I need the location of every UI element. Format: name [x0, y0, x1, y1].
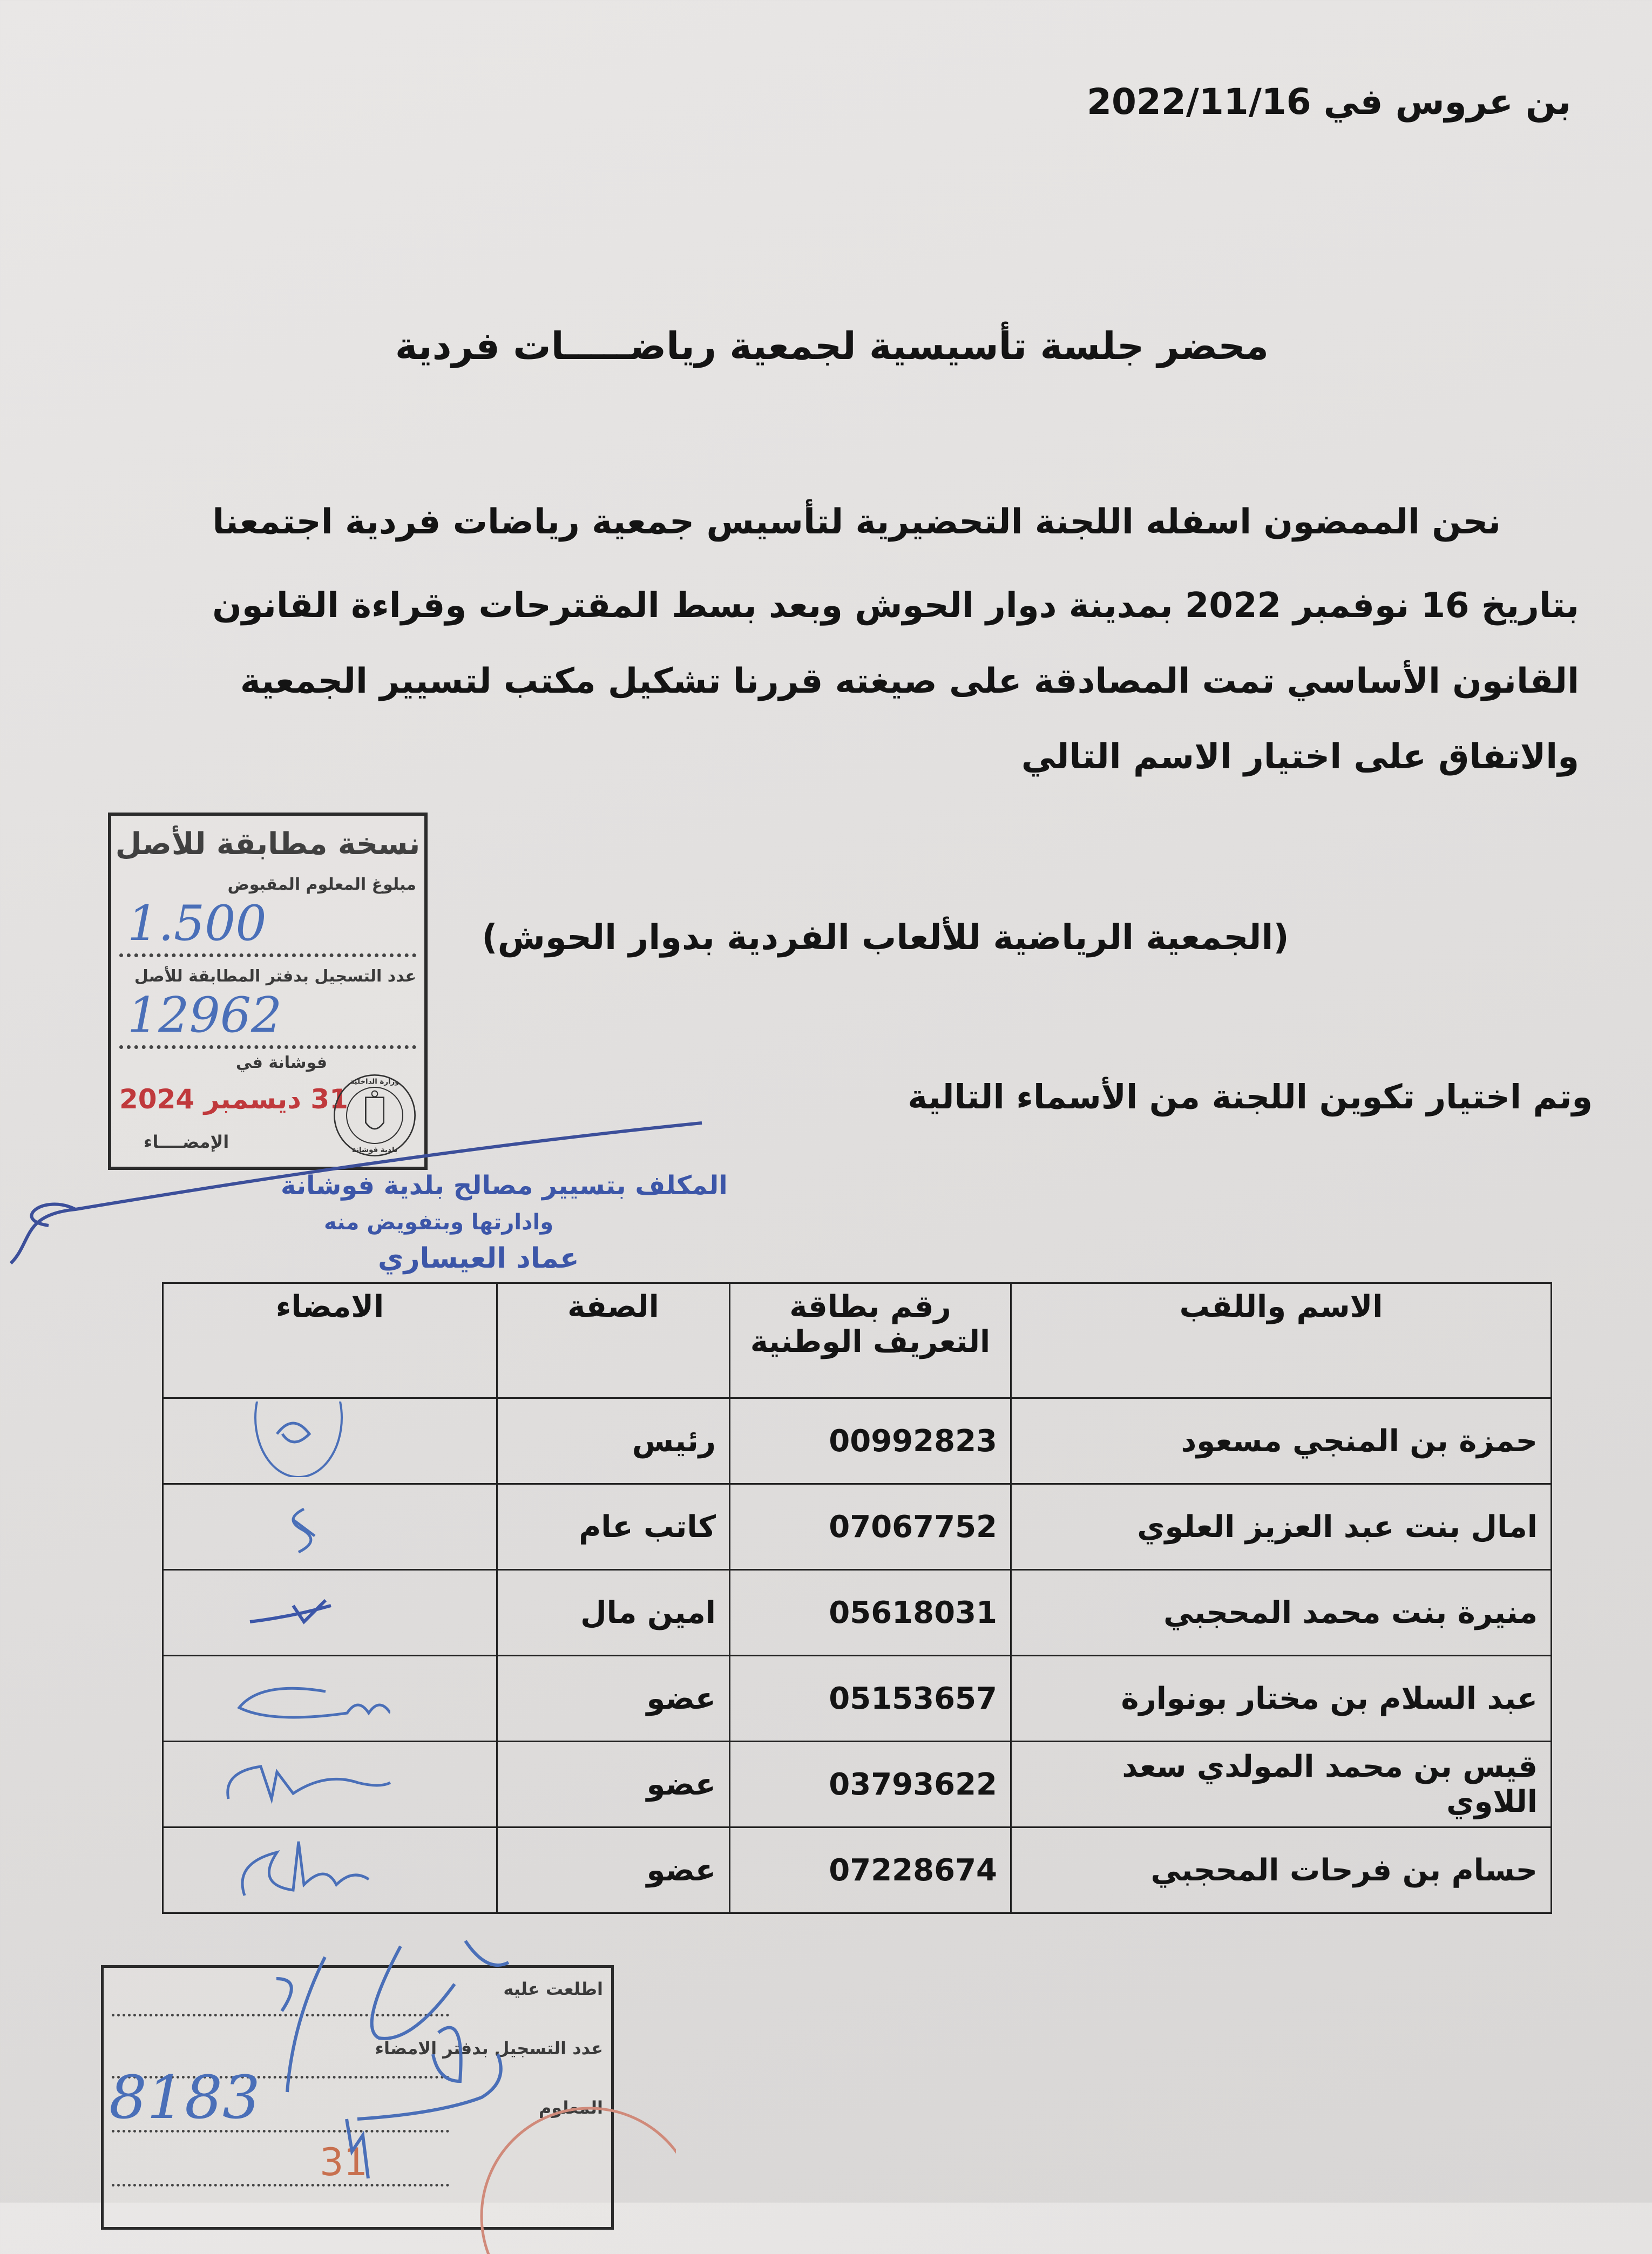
member-signature: [163, 1656, 497, 1742]
seal-top-text: وزارة الداخلية: [350, 1078, 400, 1086]
member-signature: [163, 1484, 497, 1570]
signature-icon: [196, 1402, 358, 1477]
certification-date: 31 ديسمبر 2024: [119, 1084, 348, 1115]
table-header-row: [163, 1283, 1552, 1398]
paragraph-line-4: والاتفاق على اختيار الاسم التالي: [1021, 737, 1579, 777]
member-id: 07067752: [730, 1484, 1011, 1570]
table-row: [163, 1484, 1552, 1570]
header-signature: الامضاء: [163, 1283, 497, 1398]
header-name: الاسم واللقب: [1011, 1283, 1552, 1398]
signature-icon: [196, 1487, 358, 1563]
paragraph-line-3: القانون الأساسي تمت المصادقة على صيغته قررنا تشكيل مكتب لتسيير الجمعية: [240, 661, 1579, 701]
committee-intro: وتم اختيار تكوين اللجنة من الأسماء التالية: [908, 1077, 1593, 1116]
bottom-stamp-label3: المعلوم: [538, 2097, 603, 2118]
signature-icon: [196, 1659, 390, 1735]
member-name: عبد السلام بن مختار بونوارة: [1011, 1656, 1552, 1742]
member-id: 00992823: [730, 1398, 1011, 1484]
bottom-registration-stamp: [101, 1965, 614, 2230]
member-id: 07228674: [730, 1827, 1011, 1913]
member-role: عضو: [497, 1656, 730, 1742]
stamp-heading: نسخة مطابقة للأصل: [115, 827, 421, 862]
official-stamp-line1: المكلف بتسيير مصالح بلدية فوشانة: [281, 1170, 728, 1201]
member-id: 05618031: [730, 1570, 1011, 1656]
bottom-stamp-label1: اطلعت عليه: [503, 1979, 603, 1999]
red-seal-icon: [460, 2092, 676, 2254]
fee-label: مبلوغ المعلوم المقبوض: [227, 875, 416, 894]
document-date: بن عروس في 2022/11/16: [1087, 81, 1571, 123]
table-row: [163, 1570, 1552, 1656]
member-name: قيس بن محمد المولدي سعد اللاوي: [1011, 1742, 1552, 1827]
bottom-stamp-label2: عدد التسجيل بدفتر الامضاء: [375, 2038, 603, 2059]
table-row: [163, 1656, 1552, 1742]
place-label: فوشانة في: [235, 1053, 327, 1072]
header-role: الصفة: [497, 1283, 730, 1398]
signature-icon: [196, 1831, 412, 1917]
register-label: عدد التسجيل بدفتر المطابقة للأصل: [134, 967, 416, 986]
member-role: عضو: [497, 1827, 730, 1913]
register-value: 12962: [127, 987, 282, 1044]
member-name: حمزة بن المنجي مسعود: [1011, 1398, 1552, 1484]
signature-icon: [196, 1573, 358, 1649]
member-role: عضو: [497, 1742, 730, 1827]
association-name: (الجمعية الرياضية للألعاب الفردية بدوار الحوش): [482, 918, 1289, 958]
official-stamp-line3: عماد العيساري: [378, 1242, 579, 1275]
bottom-date-value: 31: [320, 2140, 368, 2184]
header-id: رقم بطاقة التعريف الوطنية: [730, 1283, 1011, 1398]
fee-value: 1.500: [127, 895, 267, 952]
member-signature: [163, 1742, 497, 1827]
committee-table: [162, 1282, 1552, 1914]
member-signature: [163, 1570, 497, 1656]
member-signature: [163, 1827, 497, 1913]
member-id: 03793622: [730, 1742, 1011, 1827]
bottom-register-value: 8183: [109, 2063, 260, 2132]
member-name: امال بنت عبد العزيز العلوي: [1011, 1484, 1552, 1570]
member-role: كاتب عام: [497, 1484, 730, 1570]
document-title: محضر جلسة تأسيسية لجمعية رياضـــــات فردية: [395, 324, 1269, 368]
official-stamp-line2: وادارتها وبتفويض منه: [324, 1210, 554, 1235]
paragraph-line-1: نحن الممضون اسفله اللجنة التحضيرية لتأسيس جمعية رياضات فردية اجتمعنا: [212, 502, 1501, 542]
table-row: [163, 1398, 1552, 1484]
signature-icon: [196, 1745, 412, 1820]
seal-bottom-text: بلدية فوشانة: [351, 1146, 398, 1154]
signature-label: الإمضــــاء: [144, 1132, 229, 1152]
member-role: رئيس: [497, 1398, 730, 1484]
member-role: امين مال: [497, 1570, 730, 1656]
member-name: منيرة بنت محمد المحجبي: [1011, 1570, 1552, 1656]
table-row: [163, 1827, 1552, 1913]
table-row: [163, 1742, 1552, 1827]
member-signature: [163, 1398, 497, 1484]
member-name: حسام بن فرحات المحجبي: [1011, 1827, 1552, 1913]
member-id: 05153657: [730, 1656, 1011, 1742]
paragraph-line-2: بتاريخ 16 نوفمبر 2022 بمدينة دوار الحوش وبعد بسط المقترحات وقراءة القانون: [212, 586, 1579, 626]
